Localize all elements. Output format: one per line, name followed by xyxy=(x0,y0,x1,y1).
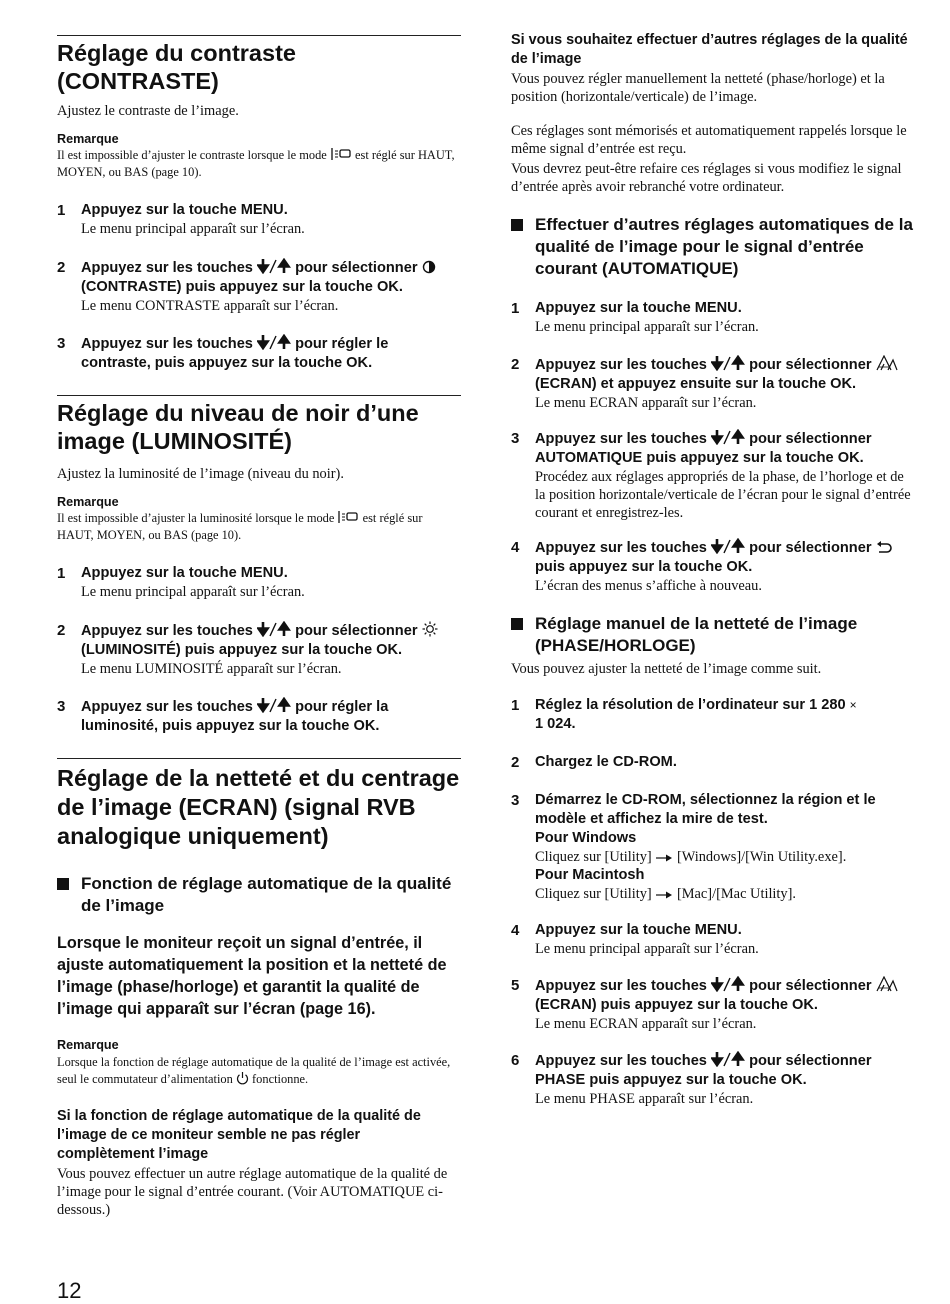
step-1: 1 Appuyez sur la touche MENU. Le menu principal apparaît sur l’écran. xyxy=(511,300,759,335)
picture-mode-icon xyxy=(337,510,359,524)
bullet-square xyxy=(511,219,523,231)
lead-paragraph: Lorsque le moniteur reçoit un signal d’entrée, il ajuste automatiquement la position et la netteté de l’image (phase/horloge) et garantit la qualité de l’image qui apparaît sur l’écran (page 16). xyxy=(57,934,447,1018)
section-divider xyxy=(57,35,461,36)
step-3: 3 Appuyez sur les touches pour sélectionner AUTOMATIQUE puis appuyez sur la touche OK. Procédez aux réglages appropriés de la phase, de l’horloge et de la position horizontale/verticale de l’écran pour le signal d’entrée courant et enregistrez-les. xyxy=(511,430,911,521)
note-text: Lorsque la fonction de réglage automatique de la qualité de l’image est activée, seul le commutateur d’alimentation fonctionne. xyxy=(57,1055,451,1086)
question-body: Vous pouvez effectuer un autre réglage automatique de la qualité de l’image pour le signal d’entrée courant. (Voir AUTOMATIQUE ci-dessous.) xyxy=(57,1166,448,1218)
screen-icon xyxy=(876,355,898,371)
step-2: 2 Appuyez sur les touches pour sélectionner (ECRAN) et appuyez ensuite sur la touche OK. Le menu ECRAN apparaît sur l’écran. xyxy=(511,355,914,412)
bullet-square xyxy=(511,618,523,630)
step-3: 3 Appuyez sur les touches pour régler le contraste, puis appuyez sur la touche OK. xyxy=(57,335,389,371)
down-up-arrows-icon xyxy=(711,976,745,992)
down-up-arrows-icon xyxy=(257,258,291,274)
note-text: Il est impossible d’ajuster le contraste lorsque le mode est réglé sur HAUT, MOYEN, ou BAS (page 10). xyxy=(57,148,455,179)
power-icon xyxy=(236,1071,249,1085)
down-up-arrows-icon xyxy=(711,538,745,554)
step-4: 4 Appuyez sur les touches pour sélectionner puis appuyez sur la touche OK. L’écran des menus s’affiche à nouveau. xyxy=(511,538,914,595)
paragraph: Vous devrez peut-être refaire ces réglages si vous modifiez le signal d’entrée après avoir rebranché votre ordinateur. xyxy=(511,161,902,195)
step-2: 2 Appuyez sur les touches pour sélectionner (CONTRASTE) puis appuyez sur la touche OK. Le menu CONTRASTE apparaît sur l’écran. xyxy=(57,258,461,315)
note-title: Remarque xyxy=(57,1038,119,1052)
return-icon xyxy=(876,540,892,554)
step-3: 3 Appuyez sur les touches pour régler la luminosité, puis appuyez sur la touche OK. xyxy=(57,698,389,734)
step-5: 5 Appuyez sur les touches pour sélectionner (ECRAN) puis appuyez sur la touche OK. Le menu ECRAN apparaît sur l’écran. xyxy=(511,976,914,1033)
subsection-title-manual: Réglage manuel de la netteté de l’image (PHASE/HORLOGE) xyxy=(511,613,914,657)
section-divider xyxy=(57,758,461,759)
arrow-right-icon xyxy=(655,853,673,863)
screen-icon xyxy=(876,976,898,992)
question-title: Si vous souhaitez effectuer d’autres réglages de la qualité de l’image xyxy=(511,32,908,67)
step-3: 3 Démarrez le CD-ROM, sélectionnez la région et le modèle et affichez la mire de test. Pour Windows Cliquez sur [Utility] [Windows]/[Win Utility.exe]. Pour Macintosh Cliquez sur [Utility] [Mac]/[Mac Utility]. xyxy=(511,792,876,902)
down-up-arrows-icon xyxy=(257,334,291,350)
note-text: Il est impossible d’ajuster la luminosité lorsque le mode est réglé sur HAUT, MOYEN, ou BAS (page 10). xyxy=(57,511,423,542)
question-body: Vous pouvez régler manuellement la netteté (phase/horloge) et la position (horizontale/verticale) de l’image. xyxy=(511,71,885,105)
section-title-ecran: Réglage de la netteté et du centrage de l’image (ECRAN) (signal RVB analogique uniquement) xyxy=(57,765,460,849)
section-intro: Vous pouvez ajuster la netteté de l’image comme suit. xyxy=(511,661,822,677)
step-1: 1 Appuyez sur la touche MENU. Le menu principal apparaît sur l’écran. xyxy=(57,565,305,600)
picture-mode-icon xyxy=(330,147,352,161)
section-title-contrast: Réglage du contraste (CONTRASTE) xyxy=(57,40,296,94)
section-intro: Ajustez le contraste de l’image. xyxy=(57,103,239,119)
down-up-arrows-icon xyxy=(711,429,745,445)
paragraph: Ces réglages sont mémorisés et automatiquement rappelés lorsque le même signal d’entrée est reçu. xyxy=(511,123,907,157)
question-title: Si la fonction de réglage automatique de la qualité de l’image de ce moniteur semble ne pas régler complètement l’image xyxy=(57,1108,421,1162)
section-intro: Ajustez la luminosité de l’image (niveau du noir). xyxy=(57,466,344,482)
down-up-arrows-icon xyxy=(711,1051,745,1067)
subsection-title-automatique: Effectuer d’autres réglages automatiques de la qualité de l’image pour le signal d’entrée courant (AUTOMATIQUE) xyxy=(511,214,914,280)
subsection-title-auto: Fonction de réglage automatique de la qualité de l’image xyxy=(57,873,461,917)
contrast-icon xyxy=(422,260,436,274)
section-divider xyxy=(57,395,461,396)
step-4: 4 Appuyez sur la touche MENU. Le menu principal apparaît sur l’écran. xyxy=(511,922,759,957)
section-title-luminosite: Réglage du niveau de noir d’une image (LUMINOSITÉ) xyxy=(57,400,419,454)
down-up-arrows-icon xyxy=(711,355,745,371)
step-1: 1 Appuyez sur la touche MENU. Le menu principal apparaît sur l’écran. xyxy=(57,202,305,237)
arrow-right-icon xyxy=(655,890,673,900)
step-2: 2 Chargez le CD-ROM. xyxy=(511,754,677,771)
step-2: 2 Appuyez sur les touches pour sélectionner (LUMINOSITÉ) puis appuyez sur la touche OK. Le menu LUMINOSITÉ apparaît sur l’écran. xyxy=(57,621,461,678)
down-up-arrows-icon xyxy=(257,621,291,637)
step-6: 6 Appuyez sur les touches pour sélectionner PHASE puis appuyez sur la touche OK. Le menu PHASE apparaît sur l’écran. xyxy=(511,1052,872,1107)
page-number: 12 xyxy=(57,1278,82,1303)
down-up-arrows-icon xyxy=(257,697,291,713)
brightness-icon xyxy=(422,621,438,637)
note-title: Remarque xyxy=(57,132,119,146)
step-1: 1 Réglez la résolution de l’ordinateur sur 1 280 × 1 024. xyxy=(511,697,857,732)
note-title: Remarque xyxy=(57,495,119,509)
bullet-square xyxy=(57,878,69,890)
